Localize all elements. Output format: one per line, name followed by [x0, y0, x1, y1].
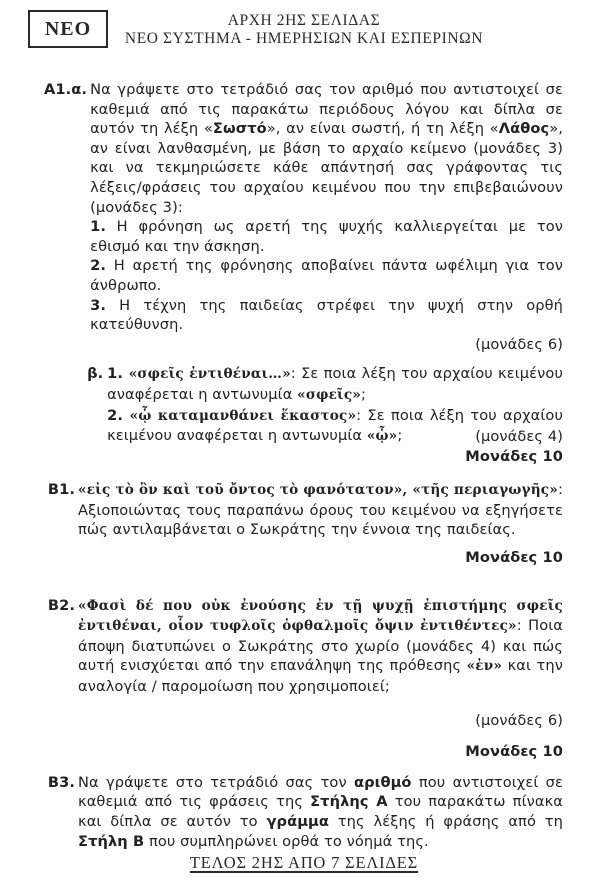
- beta-question-2: [107, 406, 563, 447]
- neo-badge-label: ΝΕΟ: [44, 18, 92, 40]
- b3-question: [78, 773, 563, 851]
- text-run: », αν είναι λανθασμένη, με βάση το αρχαίο κείμενο (μονάδες 3) και να τεκμηριώσετε κάθε απάντησή σας γράφοντας τις λέξεις/φράσεις του αρχαίου κειμένου που την επιβεβαιώνουν (μονάδες 3):: [90, 120, 563, 216]
- beta-question-1: [107, 364, 563, 405]
- text-run: «σφεῖς»: [297, 386, 362, 403]
- text-run: «ᾧ καταμανθάνει ἕκαστος»: [129, 407, 357, 424]
- text-run: ;: [361, 385, 367, 403]
- section-b1: [44, 480, 563, 567]
- text-run: : Ποια άποψη διατυπώνει ο Σωκράτης στο χωρίο (μονάδες 4) και πώς αυτή ενισχύεται από την επανάληψη της πρόθεσης: [78, 617, 563, 675]
- text-run: Λάθος: [498, 120, 550, 138]
- text-run: 2.: [107, 406, 130, 424]
- text-run: «ἐν»: [466, 658, 503, 675]
- text-run: του παρακάτω πίνακα και δίπλα σε αυτόν το: [78, 793, 564, 830]
- text-run: 2.: [90, 257, 106, 275]
- section-a1a-label: Α1.α.: [44, 81, 88, 98]
- text-run: 1.: [107, 365, 129, 383]
- text-run: ;: [397, 427, 403, 445]
- text-run: : Αξιοποιώντας τους παραπάνω όρους του κειμένου να εξηγήσετε πώς αντιλαμβάνεται ο Σωκράτης την έννοια της παιδείας.: [78, 481, 563, 539]
- page-header: [0, 0, 608, 60]
- text-run: 3.: [90, 296, 106, 314]
- a1-total-marks: Μονάδες 10: [465, 447, 563, 465]
- section-b3-body: [78, 773, 563, 851]
- text-run: : Σε ποια λέξη του αρχαίου κειμένου αναφέρεται η αντωνυμία: [107, 406, 563, 445]
- text-run: γράμμα: [266, 813, 330, 830]
- text-run: Να γράψετε στο τετράδιό σας τον: [78, 773, 354, 791]
- text-run: », αν είναι σωστή, ή τη λέξη «: [266, 120, 499, 138]
- section-a1-beta-label: β.: [87, 365, 104, 383]
- text-run: της λέξης ή φράσης από τη: [329, 813, 563, 830]
- section-b2: [44, 596, 563, 762]
- header-line-2: ΝΕΟ ΣΥΣΤΗΜΑ - ΗΜΕΡΗΣΙΩΝ ΚΑΙ ΕΣΠΕΡΙΝΩΝ: [124, 30, 484, 47]
- text-run: : Σε ποια λέξη του αρχαίου κειμένου αναφέρεται η αντωνυμία: [107, 365, 563, 403]
- exam-content: [44, 80, 563, 851]
- section-b3-label: Β3.: [47, 773, 75, 791]
- b2-marks-note: (μονάδες 6): [475, 711, 563, 729]
- page-footer-text: ΤΕΛΟΣ 2ΗΣ ΑΠΟ 7 ΣΕΛΙΔΕΣ: [189, 853, 419, 873]
- text-run: Η φρόνηση ως αρετή της ψυχής καλλιεργείται με τον εθισμό και την άσκηση.: [90, 218, 563, 255]
- text-run: αριθμό: [354, 773, 412, 791]
- text-run: Να γράψετε στο τετράδιό σας τον αριθμό που αντιστοιχεί σε καθεμιά από τις παρακάτω περιόδους λόγου και δίπλα σε αυτόν τη λέξη «: [90, 81, 563, 138]
- section-b3: [44, 773, 563, 851]
- text-run: Σωστό: [212, 120, 267, 138]
- b2-total-marks: Μονάδες 10: [465, 743, 563, 761]
- beta-marks-note: (μονάδες 4): [475, 428, 563, 446]
- header-line-1: ΑΡΧΗ 2ΗΣ ΣΕΛΙΔΑΣ: [227, 12, 381, 29]
- text-run: Η τέχνη της παιδείας στρέφει την ψυχή στην ορθή κατεύθυνση.: [90, 296, 563, 334]
- text-run: «ᾧ»: [366, 428, 398, 445]
- text-run: που αντιστοιχεί σε καθεμιά από τις φράσεις της: [78, 773, 563, 811]
- section-b2-body: [78, 596, 563, 762]
- b1-question: [78, 480, 563, 540]
- a1a-statement-1: [90, 217, 563, 256]
- a1a-marks-note: (μονάδες 6): [475, 335, 563, 353]
- a1a-instructions: [90, 80, 563, 217]
- text-run: «Φασὶ δέ που οὐκ ἐνούσης ἐν τῇ ψυχῇ ἐπιστήμης σφεῖς ἐντιθέναι, οἷον τυφλοῖς ὀφθαλμοῖς ὄψιν ἐντιθέντες»: [78, 597, 563, 635]
- text-run: Στήλης Α: [310, 793, 388, 811]
- text-run: Η αρετή της φρόνησης αποβαίνει πάντα ωφέλιμη για τον άνθρωπο.: [90, 257, 563, 294]
- section-a1a-body: [87, 80, 563, 466]
- section-b1-body: [78, 480, 563, 567]
- neo-badge: [28, 10, 108, 48]
- text-run: «σφεῖς ἐντιθέναι…»: [128, 366, 291, 383]
- section-a1a: [44, 80, 563, 466]
- a1a-statement-3: [90, 296, 563, 335]
- section-a1-beta: [87, 364, 563, 446]
- page-footer: [0, 853, 608, 873]
- a1a-statement-2: [90, 256, 563, 295]
- b1-total-marks: Μονάδες 10: [465, 549, 563, 567]
- section-b1-label: Β1.: [47, 481, 75, 499]
- text-run: «εἰς τὸ ὂν καὶ τοῦ ὄντος τὸ φανότατον», «τῆς περιαγωγῆς»: [78, 482, 558, 499]
- b2-question: [78, 596, 563, 697]
- text-run: Στήλη Β: [78, 832, 145, 850]
- text-run: 1.: [90, 218, 106, 236]
- text-run: που συμπληρώνει ορθά το νόημά της.: [144, 832, 429, 850]
- section-b2-label: Β2.: [47, 596, 75, 614]
- text-run: και την αναλογία / παρομοίωση που χρησιμοποιεί;: [78, 657, 563, 696]
